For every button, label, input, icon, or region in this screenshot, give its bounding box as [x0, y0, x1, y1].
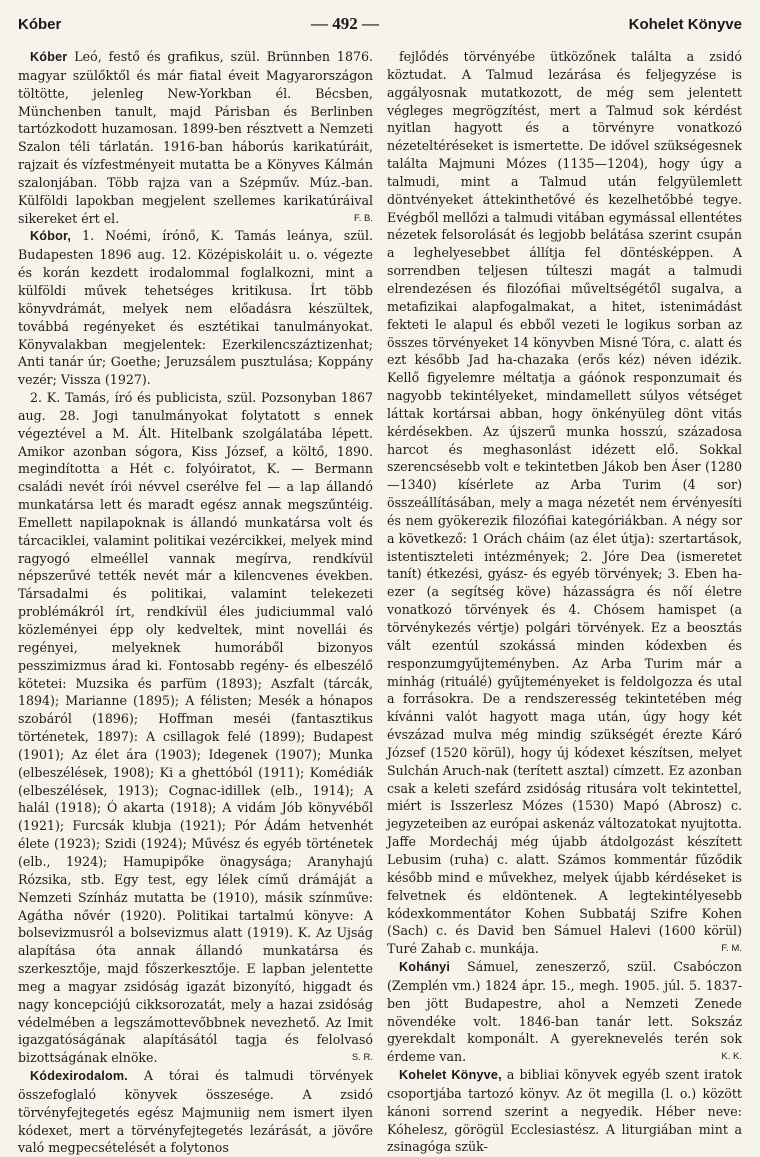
entry-headword: Kóbor,: [30, 229, 72, 244]
entry-text: 2. K. Tamás, író és publicista, szül. Pozsonyban 1867 aug. 28. Jogi tanulmányokat folytatott s ennek végeztével a M. Ált. Hitelbank szolgálatába lépett. Amikor azonban sógora, Kiss József, a költő, 1890. megindította a Hét c. folyóiratot, K. — Bermann családi nevét írói névvel cserélve fel — a lap állandó munkatársa lett és maradt egész annak megszűntéig. Emellett napilapoknak is állandó munkatársa volt és tárcaciklei, valamint politikai vezércikkei, melyek mind ragyogó elmeéllel vannak megírva, rendkívül népszerűvé tették nevét már a kilencvenes években. Társadalmi és politikai, valamint telekezeti problémákról írt, rendkívül éles judiciummal való közleményei épp oly kedveltek, mint novellái és regényei, melyeknek humoráből bizonyos pesszimizmus árad ki. Fontosabb regény- és elbeszélő kötetei: Muzsika és parfüm (1893); Aszfalt (tárcák, 1894); Marianne (1895); A félisten; Mesék a hónapos szobáról (1896); Hoffman meséi (fantasztikus történetek, 1897): A csillagok felé (1899); Budapest (1901); Az élet ára (1903); Idegenek (1907); Munka (elbeszélések, 1908); Ki a ghettóból (1911); Komédiák (elbeszélések, 1913); Cognac-idillek (elb., 1914); A halál (1918); Ó akarta (1918); A vidám Jób könyvéből (1921); Furcsák klubja (1921); Pór Ádám hetvenhét élete (1923); Szidi (1924); Művész és egyéb történetek (elb., 1924); Hamupipőke önagysága; Aranyhajú Rózsika, stb. Egy test, egy lélek című drámáját a Nemzeti Színház mutatta be (1910), másik színműve: Agátha nővér (1920). Politikai tartalmú könyve: A bolsevizmusról a bolsevizmus alatt (1919). K. Az Ujság alapítása óta annak állandó munkatársa és szerkesztője, majd főszerkesztője. E lapban jelentette meg a magyar zsidóság igazát bizonyító, higgadt és nagy koncepciójú cikksorozatát, mely a hazai zsidóság védelmében a legszámottevőbbnek nevezhető. Az Imit igazgatóságának alapításától tagja és felolvasó bizottságának elnöke.: [18, 390, 373, 1066]
entry: [18, 227, 373, 389]
two-columns: [18, 48, 742, 1157]
right-column: [387, 48, 742, 1157]
entry-signature: F. M.: [721, 943, 742, 955]
entry-headword: Kohelet Könyve,: [399, 1068, 502, 1083]
entry-signature: F. B.: [353, 212, 373, 224]
entry-text: Sámuel, zeneszerző, szül. Csabóczon (Zemplén vm.) 1824 ápr. 15., megh. 1905. júl. 5. 1837-ben jött Budapestre, ahol a Nemzeti Zenede növendéke volt. 1846-ban tanár lett. Sokszáz gyerekdalt komponált. A gyereknevelés terén sok érdeme van.: [387, 959, 742, 1065]
entry-headword: Kohányi: [399, 960, 451, 975]
entry-headword: Kóber: [30, 50, 68, 64]
header-right: Kohelet Könyve: [628, 16, 742, 33]
entry: [387, 48, 742, 958]
header-left: Kóber: [18, 16, 62, 33]
running-header: [18, 14, 742, 40]
entry: [387, 958, 742, 1066]
entry-signature: S. R.: [351, 1052, 373, 1064]
entry-signature: K. K.: [721, 1051, 742, 1063]
left-column: [18, 48, 373, 1157]
entry: [18, 48, 373, 227]
page-number: — 492 —: [310, 14, 379, 33]
entry: [18, 389, 373, 1067]
entry-text: Leó, festő és grafikus, szül. Brünnben 1876. magyar szülőktől és már fiatal éveit Magyarországon töltötte, jelenleg New-Yorkban él. Bécsben, Münchenben tanult, majd Párisban és Berlinben tartózkodott huzamosan. 1899-ben résztvett a Nemzeti Szalon téli tárlatán. 1916-ban háborús karikatúráit, rajzait és vízfestményeit mutatta be a Könyves Kálmán szalonjában. Több rajza van a Szépműv. Múz.-ban. Külföldi lapokban megjelent szellemes karikatúráival sikereket ért el.: [18, 49, 373, 226]
entry-text: 1. Noémi, írónő, K. Tamás leánya, szül. Budapesten 1896 aug. 12. Középiskoláit u. o. végezte és korán kezdett irodalommal foglalkozni, mint a külföldi művek tehetséges kritikusa. Írt több könyvdrámát, melyek nem előadásra készültek, továbbá regényeket és esztétikai tanulmányokat. Könyvalakban megjelentek: Ezerkilencszáztizenhat; Anti tanár úr; Goethe; Jeruzsálem pusztulása; Koppány vezér; Vissza (1927).: [18, 228, 373, 388]
entry: [18, 1067, 373, 1157]
entry-text: fejlődés törvényébe ütközőnek találta a zsidó köztudat. A Talmud lezárása és feljegyzése is aggályosnak mutatkozott, de még sem jelentett végleges megrögzítést, mert a Talmud sok kérdést nyitlan hagyott és a törvényre vonatkozó nézeteltéréseket is ismertette. De idővel szükségesnek találta Majmuni Mózes (1135—1204), hogy úgy a talmudi, mint a Talmud után felgyülemlett döntvényeket áttekinthetővé és kezelhetőbbé tegye. Evégből mellőzi a talmudi vitában egymással ellentétes nézetek felsorolását és legjobb belátása szerint csupán a leghelyesebbet állítja fel döntésképpen. A sorrendben teljesen túlteszi magát a talmudi elrendezésen és filozófiai műveltségétől sugalva, a metafizikai alapfogalmakat, a hitet, istenimádást fekteti le alapul és ebből vezeti le logikus sorban az összes törvényeket 14 könyvben Misné Tóra, c. alatt és ezt később Jad ha-chazaka (erős kéz) néven idézik. Kellő figyelemre méltatja a gáónok responzumait és nagyobb tekintélyeket, mindamellett súlyos vétséget láttak kortársai abban, hogy önkényüleg dönt vitás kérdésekben. Az újszerű munka hosszú, századosa harcot és meghasonlást idézett elő. Sokkal szerencsésebb volt e tekintetben Jákob ben Áser (1280—1340) kísérlete az Arba Turim (4 sor) összeállításában, mely a maga nézetét nem érvényesíti és nem gyökerezik filozófiai kategóriákban. A négy sor a következő: 1 Orách cháim (az élet útja): szertartások, istentiszteleti intézmények; 2. Jóre Dea (ismeretet tanít) étkezési, gyász- és egyéb törvények; 3. Eben ha-ezer (a segítség köve) házasságra és nőí életre vonatkozó törvények és 4. Chósem hamispet (a törvénykezés vértje) polgári törvények. Ez a beosztás vált ezentúl szokássá minden kódexben és responzumgyűjteményben. Az Arba Turim már a minhág (rituálé) gyűjteményeket is feldolgozza és utal a forrásokra. De a rendszeresség tekintetében még kívánni valót hagyott maga után, úgy hogy két évszázad mulva még mindig szükségét érezte Káró József (1520 körül), hogy új kódexet készítsen, melyet Sulchán Aruch-nak (terített asztal) címzett. Ez azonban csak a keleti szefárd zsidóság ritusára volt tekintettel, miért is Isszerlesz Mózes (1530) Mapó (Abrosz) c. jegyzeteiben az európai askenáz változatokat nyujtotta. Jaffe Mordecháj még újabb átdolgozást készített Lebusim (ruha) c. alatt. Számos kommentár fűződik később mind e művekhez, melyek újabb kérdéseket is felvetnek és eldöntenek. A legtekintélyesebb kódexkommentátor Kohen Subbatáj Szifre Kohen (Sach) c. és David ben Sámuel Halevi (1600 körül) Turé Zahab c. munkája.: [387, 49, 742, 957]
entry-text: a bibliai könyvek egyéb szent iratok csoportjába tartozó könyv. Az öt megilla (l. o.) között kánoni sorrend szerint a negyedik. Héber neve: Kóhelesz, görögül Ecclesiastész. A liturgiában mint a zsinagóga szük-: [387, 1067, 743, 1155]
entry-headword: Kódexirodalom.: [30, 1069, 128, 1084]
entry: [387, 1066, 742, 1156]
entry-text: A tórai és talmudi törvények összefoglaló könyvek összesége. A zsidó törvényfejtegetés egész Majmuniig nem ismert ilyen kódexet, mert a törvényfejtegetés lezárását, a jövőre való megpecsételését a folytonos: [18, 1068, 373, 1156]
